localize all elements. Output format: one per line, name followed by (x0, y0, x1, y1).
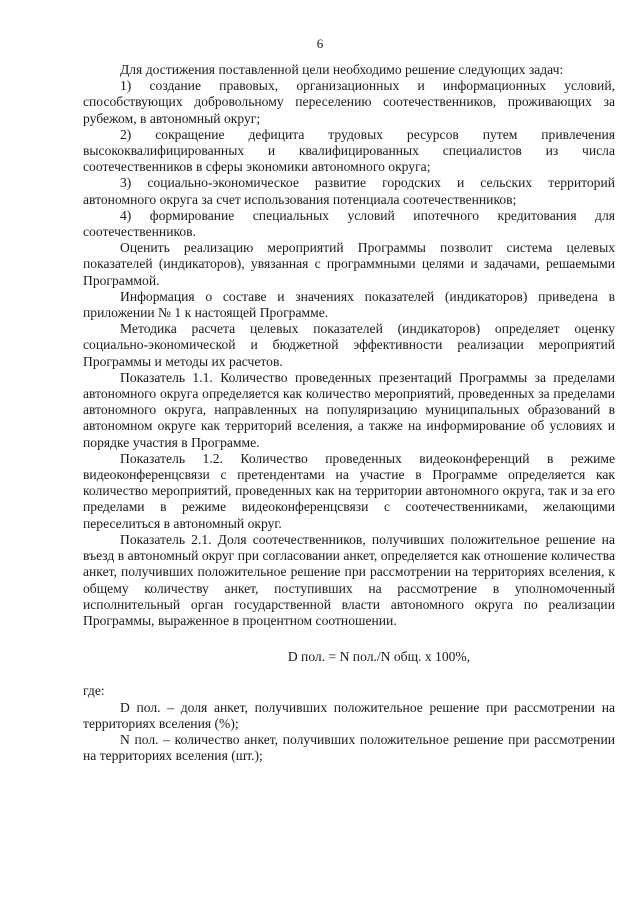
paragraph-indicator-1-2: Показатель 1.2. Количество проведенных видеоконференций в режиме видеоконференцсвязи с претендентами на участие в Программе определяется как количество мероприятий, проведенных как на территории автономного округа, так и за его пределами в режиме видеоконференцсвязи с соотечественниками, желающими переселиться в автономный округ. (83, 450, 615, 531)
definition-d-pol: D пол. – доля анкет, получивших положительное решение при рассмотрении на территориях вселения (%); (83, 699, 615, 731)
paragraph-indicator-1-1: Показатель 1.1. Количество проведенных презентаций Программы за пределами автономного округа определяется как количество мероприятий, проведенных за пределами автономного округа, направленных на популяризацию муниципальных образований в автономном округе как территорий вселения, а также на информирование об условиях и порядке участия в Программе. (83, 369, 615, 450)
where-label: где: (83, 683, 105, 699)
paragraph-methodology: Методика расчета целевых показателей (индикаторов) определяет оценку социально-экономической и бюджетной эффективности реализации мероприятий Программы и методы их расчетов. (83, 321, 615, 369)
document-body (83, 62, 615, 764)
paragraph-task-4: 4) формирование специальных условий ипотечного кредитования для соотечественников. (83, 207, 615, 240)
page-number: 6 (316, 36, 324, 51)
paragraph-evaluation: Оценить реализацию мероприятий Программы позволит система целевых показателей (индикаторов), увязанная с программными целями и задачами, решаемыми Программой. (83, 240, 615, 288)
paragraph-indicator-2-1: Показатель 2.1. Доля соотечественников, получивших положительное решение на въезд в автономный округ при согласовании анкет, определяется как отношение количества анкет, получивших положительное решение при рассмотрении на территориях вселения, к общему количеству анкет, поступивших на рассмотрение в уполномоченный исполнительный орган государственной власти автономного округа по реализации Программы, выраженное в процентном соотношении. (83, 531, 615, 628)
paragraph-task-3: 3) социально-экономическое развитие городских и сельских территорий автономного округа за счет использования потенциала соотечественников; (83, 175, 615, 207)
paragraph-task-2: 2) сокращение дефицита трудовых ресурсов путем привлечения высококвалифицированных и квалифицированных специалистов из числа соотечественников в сферы экономики автономного округа; (83, 126, 615, 175)
paragraph-intro: Для достижения поставленной цели необходимо решение следующих задач: (120, 62, 564, 77)
paragraph-indicators-info: Информация о составе и значениях показателей (индикаторов) приведена в приложении № 1 к настоящей Программе. (83, 288, 615, 321)
paragraph-task-1: 1) создание правовых, организационных и информационных условий, способствующих добровольному переселению соотечественников, проживающих за рубежом, в автономный округ; (83, 78, 615, 126)
definition-n-pol: N пол. – количество анкет, получивших положительное решение при рассмотрении на территориях вселения (шт.); (83, 731, 615, 764)
formula: D пол. = N пол./N общ. x 100%, (287, 649, 471, 665)
